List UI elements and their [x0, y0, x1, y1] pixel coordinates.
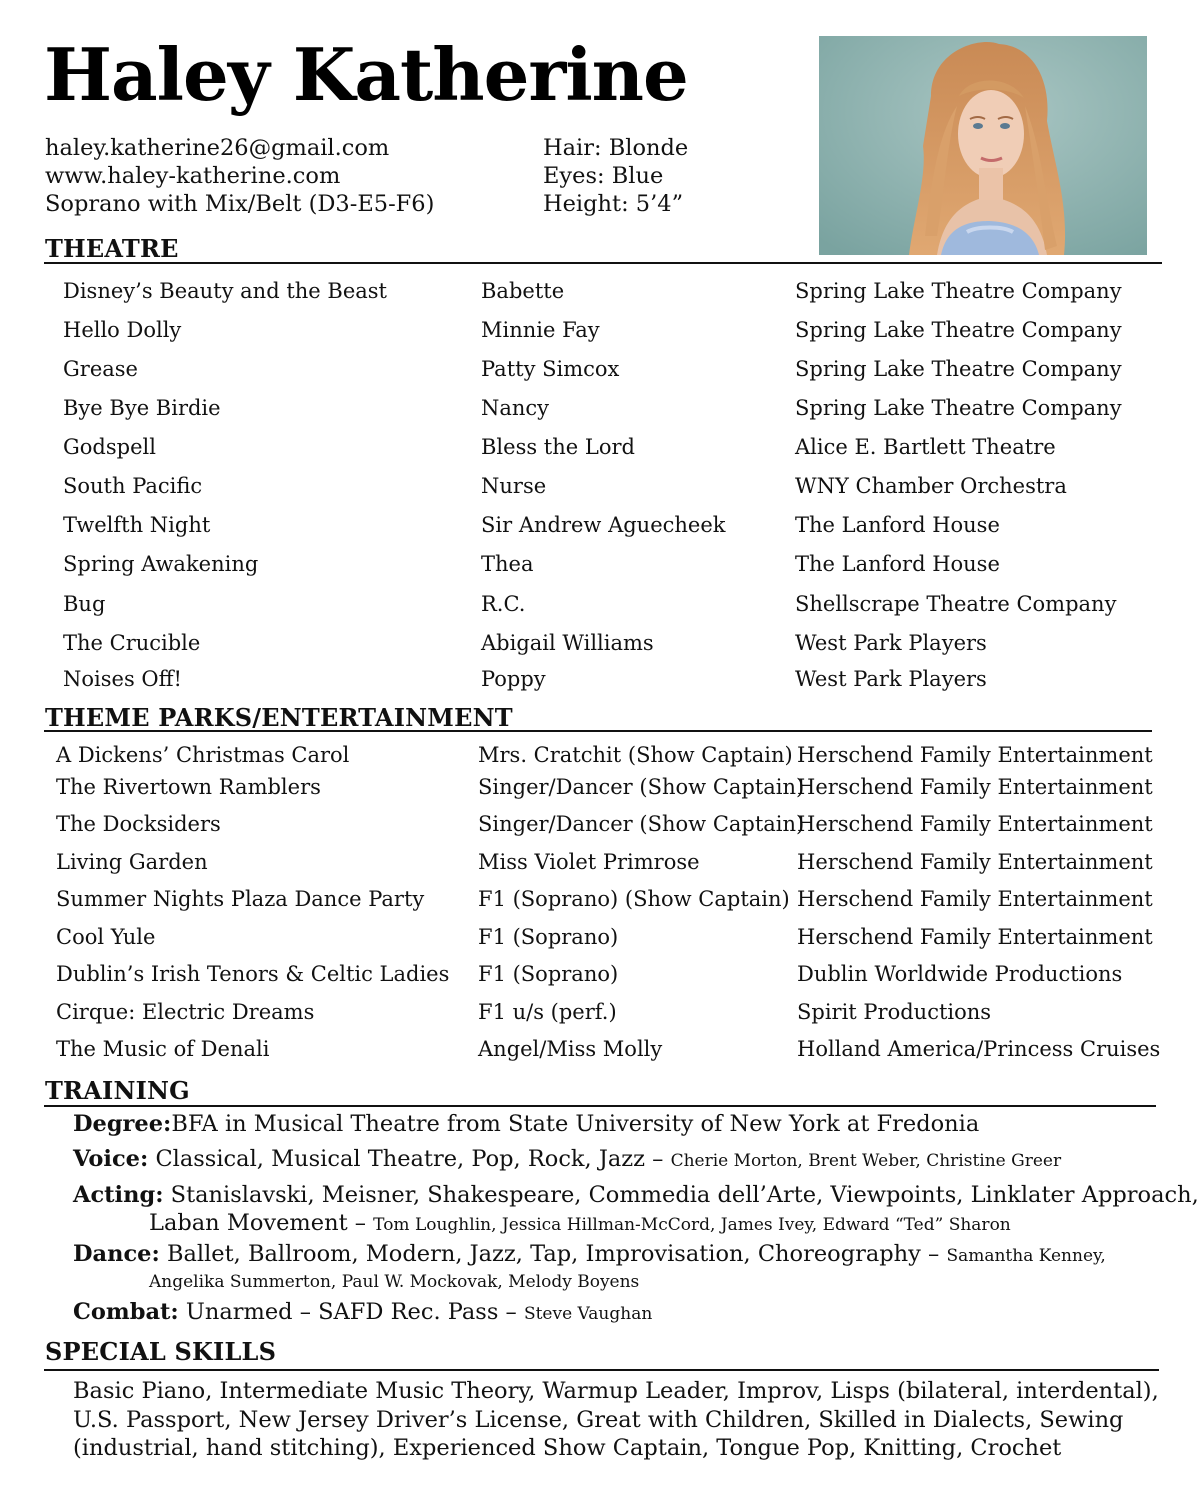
- role: Sir Andrew Aguecheek: [481, 513, 726, 537]
- role: F1 (Soprano): [478, 925, 619, 949]
- role-note: (Show Captain): [627, 743, 793, 767]
- theatre-heading: THEATRE: [45, 234, 179, 263]
- combat-text: Unarmed – SAFD Rec. Pass –: [185, 1299, 517, 1325]
- show-title: Dublin’s Irish Tenors & Celtic Ladies: [56, 962, 450, 986]
- role: Poppy: [481, 667, 546, 691]
- dance-line: [73, 1240, 1183, 1270]
- company: Shellscrape Theatre Company: [795, 592, 1117, 616]
- skills-text: [73, 1377, 1173, 1463]
- skills-heading: SPECIAL SKILLS: [45, 1337, 277, 1366]
- physical-stats: [543, 134, 688, 218]
- skills-line: (industrial, hand stitching), Experienced Show Captain, Tongue Pop, Knitting, Crochet: [73, 1435, 1062, 1461]
- degree-line: [73, 1110, 1183, 1145]
- acting-teachers: Tom Loughlin, Jessica Hillman-McCord, James Ivey, Edward “Ted” Sharon: [373, 1215, 1011, 1235]
- training-rule: [44, 1105, 1156, 1107]
- theme-park-row: [0, 742, 1200, 772]
- theatre-rule: [44, 262, 1162, 264]
- company: Holland America/Princess Cruises: [797, 1037, 1161, 1061]
- show-title: The Crucible: [63, 631, 201, 655]
- contact-info: [45, 134, 434, 218]
- height-stat: Height: 5’4”: [543, 191, 684, 217]
- company: Herschend Family Entertainment: [797, 812, 1153, 836]
- theatre-row: [0, 317, 1200, 347]
- role: Singer/Dancer (Show Captain): [478, 812, 805, 836]
- role: R.C.: [481, 592, 526, 616]
- role: Minnie Fay: [481, 318, 600, 342]
- role: Miss Violet Primrose: [478, 850, 700, 874]
- theme-parks-rule: [44, 730, 1152, 732]
- theatre-row: [0, 356, 1200, 386]
- company: Spring Lake Theatre Company: [795, 318, 1122, 342]
- show-title: Bye Bye Birdie: [63, 396, 221, 420]
- acting-text-cont: Laban Movement –: [149, 1210, 367, 1236]
- show-title: South Pacific: [63, 474, 203, 498]
- skills-line: U.S. Passport, New Jersey Driver’s License, Great with Children, Skilled in Dialects, Sewing: [73, 1406, 1124, 1433]
- combat-line: [73, 1298, 1183, 1328]
- dance-teachers: Samantha Kenney,: [946, 1246, 1106, 1266]
- company: Herschend Family Entertainment: [797, 743, 1153, 767]
- show-title: Living Garden: [56, 850, 208, 874]
- theme-park-row: [0, 1036, 1200, 1066]
- show-title: Cool Yule: [56, 925, 156, 949]
- acting-line-cont: [73, 1209, 1183, 1240]
- theme-park-row: [0, 886, 1200, 916]
- role: F1 (Soprano): [478, 962, 619, 986]
- theme-park-row: [0, 774, 1200, 804]
- website[interactable]: www.haley-katherine.com: [45, 163, 341, 189]
- acting-label: Acting:: [73, 1182, 164, 1208]
- role: F1 u/s (perf.): [478, 1000, 617, 1024]
- role: Thea: [481, 552, 534, 576]
- company: WNY Chamber Orchestra: [795, 474, 1067, 498]
- show-title: A Dickens’ Christmas Carol: [56, 743, 350, 767]
- voice-label: Voice:: [73, 1146, 149, 1172]
- skills-line: Basic Piano, Intermediate Music Theory, Warmup Leader, Improv, Lisps (bilateral, interdental),: [73, 1378, 1159, 1404]
- company: Spring Lake Theatre Company: [795, 396, 1122, 420]
- show-title: Noises Off!: [63, 667, 182, 691]
- actor-name: Haley Katherine: [44, 32, 688, 117]
- theme-park-row: [0, 961, 1200, 991]
- voice-type: Soprano with Mix/Belt (D3-E5-F6): [45, 191, 435, 217]
- theme-park-row: [0, 999, 1200, 1029]
- theatre-row: [0, 666, 1200, 696]
- show-title: Hello Dolly: [63, 318, 182, 342]
- combat-label: Combat:: [73, 1299, 179, 1325]
- combat-teacher: Steve Vaughan: [523, 1304, 653, 1324]
- headshot-photo: [819, 36, 1147, 255]
- show-title: Spring Awakening: [63, 552, 259, 576]
- theatre-row: [0, 630, 1200, 660]
- role-note: (Show Captain): [639, 775, 805, 799]
- role: Nancy: [481, 396, 550, 420]
- show-title: Summer Nights Plaza Dance Party: [56, 887, 425, 911]
- show-title: The Docksiders: [56, 812, 221, 836]
- degree-label: Degree:: [73, 1111, 172, 1137]
- company: The Lanford House: [795, 513, 1000, 537]
- theatre-row: [0, 591, 1200, 621]
- eyes-stat: Eyes: Blue: [543, 163, 664, 189]
- role: Singer/Dancer (Show Captain): [478, 775, 805, 799]
- role-note: (Show Captain): [639, 812, 805, 836]
- dance-text: Ballet, Ballroom, Modern, Jazz, Tap, Improvisation, Choreography –: [166, 1241, 940, 1267]
- company: Dublin Worldwide Productions: [797, 962, 1123, 986]
- theme-parks-heading: THEME PARKS/ENTERTAINMENT: [45, 703, 513, 732]
- skills-rule: [44, 1369, 1159, 1371]
- company: Herschend Family Entertainment: [797, 775, 1153, 799]
- company: Spring Lake Theatre Company: [795, 357, 1122, 381]
- role: Nurse: [481, 474, 547, 498]
- show-title: The Rivertown Ramblers: [56, 775, 321, 799]
- dance-label: Dance:: [73, 1241, 160, 1267]
- company: Spring Lake Theatre Company: [795, 279, 1122, 303]
- voice-line: [73, 1145, 1183, 1181]
- dance-teachers-cont: Angelika Summerton, Paul W. Mockovak, Melody Boyens: [149, 1272, 640, 1292]
- voice-text: Classical, Musical Theatre, Pop, Rock, Jazz –: [155, 1146, 664, 1172]
- role: Babette: [481, 279, 565, 303]
- degree-text: BFA in Musical Theatre from State University of New York at Fredonia: [171, 1111, 980, 1137]
- theatre-row: [0, 278, 1200, 308]
- role: Abigail Williams: [481, 631, 654, 655]
- acting-text: Stanislavski, Meisner, Shakespeare, Commedia dell’Arte, Viewpoints, Linklater Approach,: [170, 1182, 1199, 1208]
- training-section: [73, 1110, 1199, 1328]
- voice-teachers: Cherie Morton, Brent Weber, Christine Greer: [670, 1151, 1062, 1171]
- company: Herschend Family Entertainment: [797, 887, 1153, 911]
- role: Mrs. Cratchit (Show Captain): [478, 743, 793, 767]
- show-title: Bug: [63, 592, 106, 616]
- role-note: (Show Captain): [624, 887, 790, 911]
- show-title: Grease: [63, 357, 138, 381]
- company: Herschend Family Entertainment: [797, 925, 1153, 949]
- training-heading: TRAINING: [45, 1076, 190, 1105]
- role: Bless the Lord: [481, 435, 635, 459]
- role: Angel/Miss Molly: [478, 1037, 663, 1061]
- acting-line: [73, 1181, 1199, 1209]
- theatre-row: [0, 473, 1200, 503]
- company: West Park Players: [795, 667, 987, 691]
- company: The Lanford House: [795, 552, 1000, 576]
- show-title: Disney’s Beauty and the Beast: [63, 279, 387, 303]
- show-title: Cirque: Electric Dreams: [56, 1000, 315, 1024]
- company: Spirit Productions: [797, 1000, 992, 1024]
- company: West Park Players: [795, 631, 987, 655]
- show-title: Godspell: [63, 435, 156, 459]
- show-title: The Music of Denali: [56, 1037, 270, 1061]
- role: F1 (Soprano) (Show Captain): [478, 887, 790, 911]
- theatre-row: [0, 434, 1200, 464]
- hair-stat: Hair: Blonde: [543, 135, 689, 161]
- theme-park-row: [0, 811, 1200, 841]
- theatre-row: [0, 551, 1200, 581]
- theatre-row: [0, 395, 1200, 425]
- theme-park-row: [0, 849, 1200, 879]
- show-title: Twelfth Night: [63, 513, 211, 537]
- company: Herschend Family Entertainment: [797, 850, 1153, 874]
- company: Alice E. Bartlett Theatre: [795, 435, 1056, 459]
- email[interactable]: haley.katherine26@gmail.com: [45, 135, 390, 161]
- theatre-row: [0, 512, 1200, 542]
- role: Patty Simcox: [481, 357, 620, 381]
- theme-park-row: [0, 924, 1200, 954]
